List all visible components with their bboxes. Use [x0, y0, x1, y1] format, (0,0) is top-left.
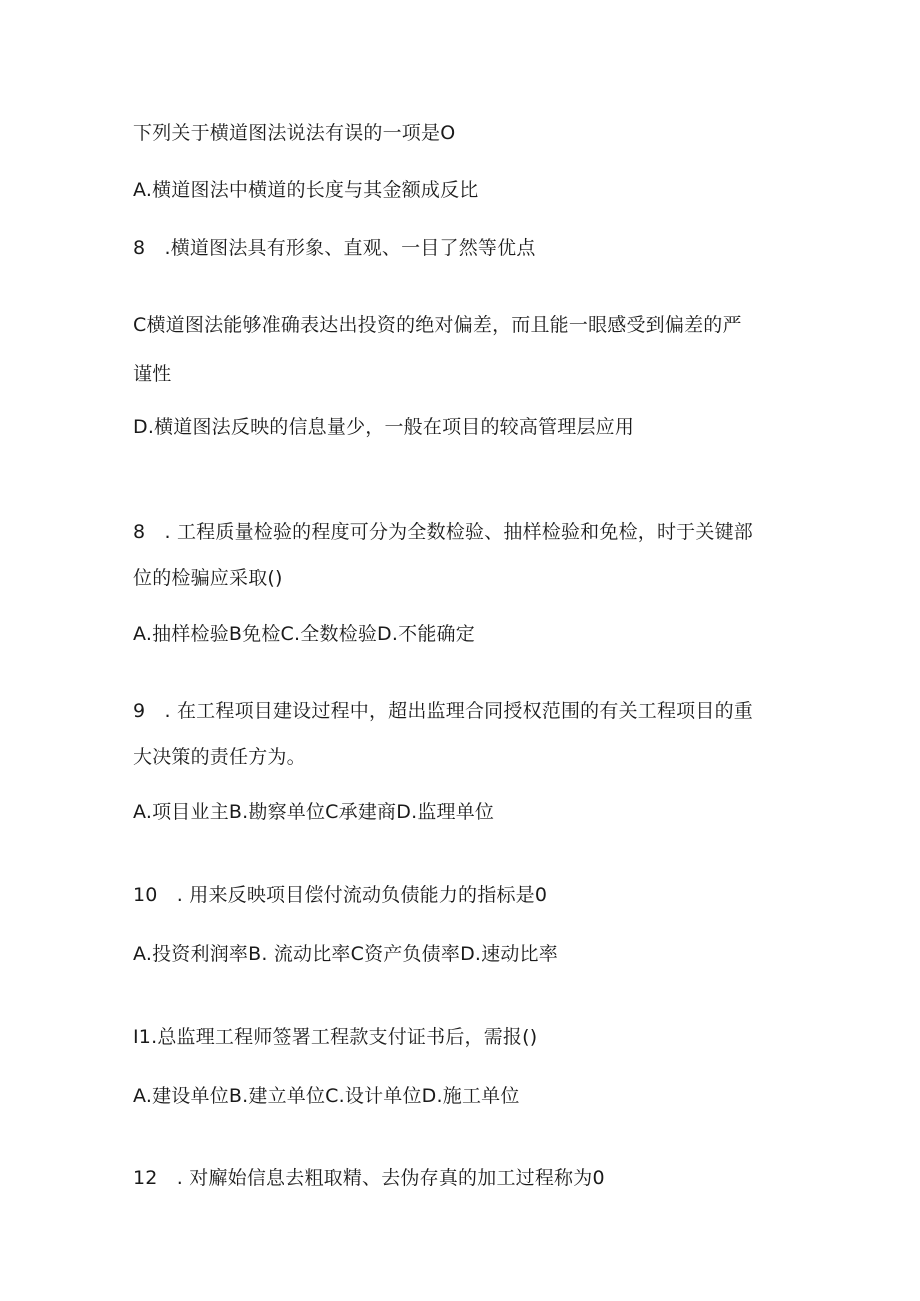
question-7-option-d: D.横道图法反映的信息量少，一般在项目的较高管理层应用 [133, 416, 635, 438]
question-7-option-c-continued: 谨性 [133, 363, 172, 385]
question-8-stem: 8 . 工程质量检验的程度可分为全数检验、抽样检验和免检，时于关键部 [133, 521, 753, 543]
question-8-options: A.抽样检验B免检C.全数检验D.不能确定 [133, 623, 475, 645]
question-10-options: A.投资利润率B. 流动比率C资产负债率D.速动比率 [133, 943, 558, 965]
question-7-stem: 下列关于横道图法说法有误的一项是O [133, 122, 456, 144]
question-9-options: A.项目业主B.勘察单位C承建商D.监理单位 [133, 801, 495, 823]
question-11-options: A.建设单位B.建立单位C.设计单位D.施工单位 [133, 1085, 520, 1107]
question-7-option-c: C横道图法能够准确表达出投资的绝对偏差，而且能一眼感受到偏差的严 [133, 314, 742, 336]
question-8-stem-continued: 位的检骗应采取() [133, 567, 283, 589]
question-7-option-b: 8 .横道图法具有形象、直观、一目了然等优点 [133, 237, 536, 259]
question-10-stem: 10 . 用来反映项目偿付流动负债能力的指标是0 [133, 884, 548, 906]
question-9-stem-continued: 大决策的责任方为。 [133, 746, 306, 768]
question-7-option-a: A.横道图法中横道的长度与其金额成反比 [133, 179, 479, 201]
question-11-stem: I1.总监理工程师签署工程款支付证书后，需报() [133, 1026, 538, 1048]
question-9-stem: 9 . 在工程项目建设过程中，超出监理合同授权范围的有关工程项目的重 [133, 700, 753, 722]
question-12-stem: 12 . 对廨始信息去粗取精、去伪存真的加工过程称为0 [133, 1167, 605, 1189]
